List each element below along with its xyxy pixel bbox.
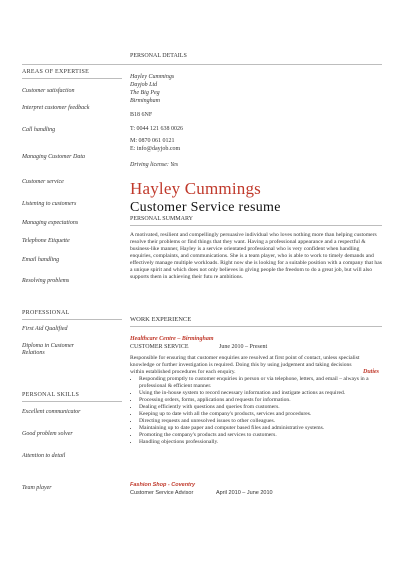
expertise-item: Call handling (22, 127, 56, 133)
list-item: • Using the in-house system to record necessary information and instigate actions as required. (139, 390, 370, 397)
skill-item: Excellent communicator (22, 409, 81, 415)
job1-role: CUSTOMER SERVICE (130, 344, 189, 350)
professional-heading: PROFESSIONAL (22, 310, 70, 316)
list-item: • Keeping up to date with all the company's products, services and procedures. (139, 411, 370, 418)
duties-list (130, 376, 370, 446)
contact-name: Hayley Cummings (130, 74, 175, 80)
expertise-item: Customer satisfaction (22, 88, 75, 94)
job1-company: Healthcare Centre – Birmingham (130, 336, 214, 342)
expertise-item: Managing Customer Data (22, 154, 85, 160)
list-item: • Processing orders, forms, applications and requests for information. (139, 397, 370, 404)
expertise-item: Customer service (22, 179, 64, 185)
expertise-item: Resolving problems (22, 278, 70, 284)
list-item: • Handling objections professionally. (139, 439, 370, 446)
left-rule (22, 401, 122, 402)
areas-of-expertise-heading: AREAS OF EXPERTISE (22, 69, 90, 75)
work-experience-heading: WORK EXPERIENCE (130, 316, 192, 323)
personal-summary-heading: PERSONAL SUMMARY (130, 216, 193, 222)
personal-skills-heading: PERSONAL SKILLS (22, 392, 80, 398)
list-item: • Maintaining up to date paper and computer based files and administrative systems. (139, 425, 370, 432)
list-item: • Responding promptly to customer enquiries in person or via telephone, letters, and email – always in a professional & efficient manner. (139, 376, 370, 390)
resume-name: Hayley Cummings (130, 179, 261, 198)
skill-item: Team player (22, 485, 52, 491)
contact-telephone: T: 0044 121 638 0026 (130, 126, 184, 132)
summary-rule (130, 225, 382, 226)
expertise-item: Listening to customers (22, 201, 77, 207)
personal-summary-text: A motivated, resilient and compellingly persuasive individual who loves nothing more than helping customers resolve their problems or find things that they want. Having a professional appearance and a respectful & business-like manner, Hayley is a service orientated professional who is very confident when handling enquiries, complaints, and communications. She is a team player, who is able to work to timely demands and effectively manage multiple workloads. Right now she is looking for a suitable position with a company that has a unique spirit and which does not only believes in giving people the freedom to do a great job, but will also supports them in achieving their futu re ambitions. (130, 232, 382, 280)
list-item: • Dealing efficiently with questions and queries from customers. (139, 404, 370, 411)
personal-details-heading: PERSONAL DETAILS (130, 53, 187, 59)
contact-email[interactable]: E: info@dayjob.com (130, 146, 181, 152)
expertise-item: Interpret customer feedback (22, 105, 90, 111)
header-rule (22, 64, 382, 65)
expertise-item: Managing expectations (22, 220, 79, 226)
skill-item: Attention to detail (22, 453, 66, 459)
contact-company: Dayjob Ltd (130, 82, 158, 88)
expertise-item: Telephone Etiquette (22, 238, 70, 244)
left-rule (22, 78, 122, 79)
professional-item: Diploma in Customer Relations (22, 343, 75, 356)
skill-item: Good problem solver (22, 431, 73, 437)
job1-dates: June 2010 – Present (219, 344, 268, 350)
duties-label: Duties (363, 369, 380, 375)
work-rule (130, 326, 382, 327)
driving-license: Driving license: Yes (130, 162, 179, 168)
list-item: • Promoting the company's products and services to customers. (139, 432, 370, 439)
professional-item: First Aid Qualified (22, 326, 68, 332)
left-rule (22, 319, 122, 320)
job2-role: Customer Service Advisor (130, 490, 194, 496)
resume-title: Customer Service resume (130, 200, 281, 215)
contact-postcode: B18 6NF (130, 112, 153, 118)
contact-street: The Big Peg (130, 90, 160, 96)
job2-dates: April 2010 – June 2010 (216, 490, 273, 496)
job2-company: Fashion Shop - Coventry (130, 482, 196, 488)
job1-description: Responsible for ensuring that customer enquiries are resolved at first point of contact, unless specialist knowledge or further investigation is required. Doing this by using judgement and taking decisions within established procedures for each enquiry. (130, 355, 360, 375)
list-item: • Directing requests and unresolved issues to other colleagues. (139, 418, 370, 425)
contact-city: Birmingham (130, 98, 160, 104)
expertise-item: Email handling (22, 257, 60, 263)
contact-mobile: M: 0870 061 0121 (130, 138, 175, 144)
